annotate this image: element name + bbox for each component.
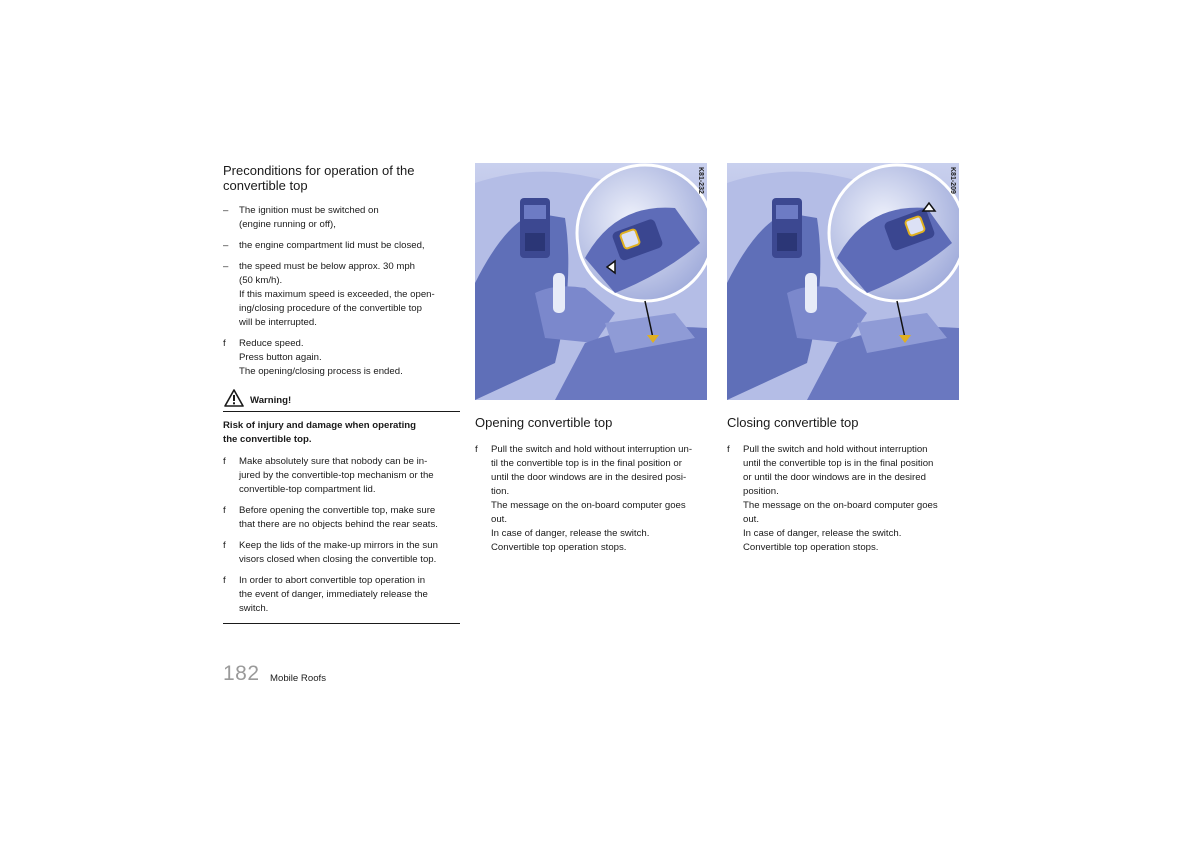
opening-instructions bbox=[475, 443, 713, 562]
left-column bbox=[223, 163, 460, 624]
warning-label: Warning! bbox=[250, 395, 292, 406]
warning-icon bbox=[224, 389, 244, 407]
dash-bullet: – bbox=[223, 240, 229, 251]
instruction-bullet: f bbox=[727, 444, 730, 455]
instruction-bullet: f bbox=[475, 444, 478, 455]
list-item: – the speed must be below approx. 30 mph (50 km/h). If this maximum speed is exceeded, the open- ing/closing procedure of the convertible top will be interrupted. bbox=[223, 261, 435, 328]
instruction-bullet: f bbox=[223, 338, 226, 349]
dash-bullet: – bbox=[223, 205, 229, 216]
instruction-bullet: f bbox=[223, 456, 226, 467]
console-illustration bbox=[727, 163, 959, 400]
closing-heading: Closing convertible top bbox=[727, 415, 859, 430]
dash-bullet: – bbox=[223, 261, 229, 272]
list-item: f In order to abort convertible top operation in the event of danger, immediately release the switch. bbox=[223, 575, 428, 614]
section-name: Mobile Roofs bbox=[270, 673, 326, 684]
image-code: K81-209 bbox=[949, 167, 956, 194]
preconditions-heading: Preconditions for operation of the convertible top bbox=[223, 163, 415, 193]
closing-instructions bbox=[727, 443, 965, 562]
list-item: f Reduce speed. Press button again. The opening/closing process is ended. bbox=[223, 338, 403, 377]
list-item: f Pull the switch and hold without interruption un- til the convertible top is in the final position or until the door windows are in the desired posi- tion. The message on the on-board computer goes out. In case of danger, release the switch. Convertible top operation stops. bbox=[475, 444, 693, 553]
warning-header bbox=[223, 389, 460, 412]
list-item: – The ignition must be switched on (engine running or off), bbox=[223, 205, 379, 230]
section-end-rule bbox=[223, 623, 460, 624]
list-item: f Keep the lids of the make-up mirrors in the sun visors closed when closing the convertible top. bbox=[223, 540, 438, 565]
image-code: K81-232 bbox=[697, 167, 704, 194]
preconditions-list bbox=[223, 204, 460, 379]
instruction-bullet: f bbox=[223, 540, 226, 551]
list-item: f Before opening the convertible top, make sure that there are no objects behind the rear seats. bbox=[223, 505, 438, 530]
closing-illustration bbox=[727, 163, 959, 400]
console-illustration bbox=[475, 163, 707, 400]
list-item: f Pull the switch and hold without interruption until the convertible top is in the final position or until the door windows are in the desired position. The message on the on-board computer goes out. In case of danger, release the switch. Convertible top operation stops. bbox=[727, 444, 938, 553]
risk-statement: Risk of injury and damage when operating the convertible top. bbox=[223, 420, 416, 445]
instruction-bullet: f bbox=[223, 575, 226, 586]
list-item: – the engine compartment lid must be closed, bbox=[223, 240, 425, 251]
warning-list bbox=[223, 455, 460, 616]
opening-heading: Opening convertible top bbox=[475, 415, 613, 430]
list-item: f Make absolutely sure that nobody can be in- jured by the convertible-top mechanism or the convertible-top compartment lid. bbox=[223, 456, 434, 495]
opening-illustration bbox=[475, 163, 707, 400]
page-number: 182 bbox=[223, 662, 260, 685]
instruction-bullet: f bbox=[223, 505, 226, 516]
